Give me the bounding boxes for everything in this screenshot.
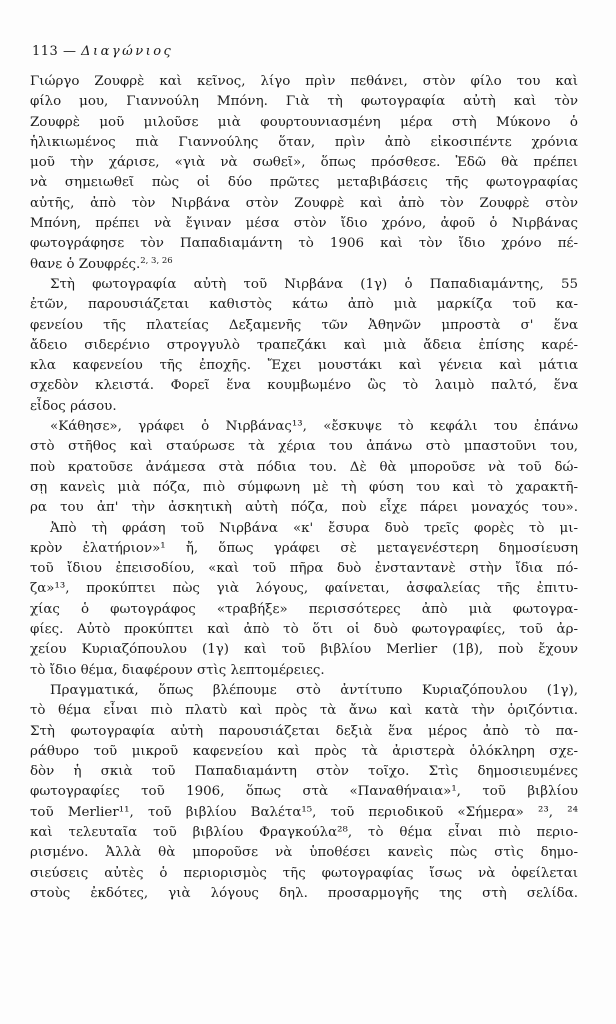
text-line: Στὴ φωτογραφία αὐτὴ τοῦ Νιρβάνα (1γ) ὁ Παπαδιαμάντης, 55 xyxy=(50,276,578,292)
text-line: ἐτῶν, παρουσιάζεται καθιστὸς κάτω ἀπὸ μιὰ μαρκίζα τοῦ κα- xyxy=(30,297,578,313)
running-head xyxy=(32,44,173,59)
running-head-separator: — xyxy=(58,44,82,59)
text-line: Στὴ φωτογραφία αὐτὴ παρουσιάζεται δεξιὰ ἕνα μέρος ἀπὸ τὸ πα- xyxy=(30,723,578,739)
text-line: καὶ τελευταῖα τοῦ βιβλίου Φραγκούλα²⁸, τὸ θέμα εἶναι πιὸ περιο- xyxy=(30,824,578,840)
text-line: φίες. Αὐτὸ προκύπτει καὶ ἀπὸ τὸ ὅτι οἱ δυὸ φωτογραφίες, τοῦ ἀρ- xyxy=(30,622,578,638)
text-line: φωτογράφησε τὸν Παπαδιαμάντη τὸ 1906 καὶ τὸν ἴδιο χρόνο πέ- xyxy=(30,236,578,252)
text-line: «Κάθησε», γράφει ὁ Νιρβάνας¹³, «ἔσκυψε τὸ κεφάλι του ἐπάνω xyxy=(50,419,578,435)
text-line: σιεύσεις αὐτὲς ὁ περιορισμὸς τῆς φωτογραφίας ἴσως νὰ ὀφείλεται xyxy=(30,865,578,881)
text-line: φίλο μου, Γιαννούλη Μπόνη. Γιὰ τὴ φωτογραφία αὐτὴ καὶ τὸν xyxy=(30,94,578,110)
text-line: ποὺ κρατοῦσε ἀνάμεσα στὰ πόδια του. Δὲ θὰ μποροῦσε νὰ τοῦ δώ- xyxy=(30,459,578,475)
text-line: σῃ κανεὶς μιὰ πόζα, πιὸ σύμφωνη μὲ τὴ φύση του καὶ τὸ χαρακτῆ- xyxy=(30,479,578,495)
text-line: χίας ὁ φωτογράφος «τραβήξε» περισσότερες ἀπὸ μιὰ φωτογρα- xyxy=(30,601,578,617)
text-line: αὐτῆς, ἀπὸ τὸν Νιρβάνα στὸν Ζουφρὲ καὶ ἀπὸ τὸν Ζουφρὲ στὸν xyxy=(30,195,578,211)
paragraph-4 xyxy=(30,519,578,681)
page-number: 113 xyxy=(32,44,59,59)
paragraph-1 xyxy=(30,72,578,275)
footnote-ref: 2, 3, 26 xyxy=(140,255,173,266)
text-line: ράθυρο τοῦ μικροῦ καφενείου καὶ πρὸς τὰ ἀριστερὰ ὁλόκληρη σχε- xyxy=(30,743,578,759)
text-line: ρα του ἀπ' τὴν ἀσκητικὴ αὐτὴ πόζα, ποὺ εἶχε πάρει μοναχός του». xyxy=(30,500,578,516)
running-head-title: Διαγώνιος xyxy=(81,44,174,59)
text-line: στὸ στῆθος καὶ σταύρωσε τὰ χέρια του ἀπάνω στὸ μπαστοῦνι του, xyxy=(30,439,578,455)
text-line: τοῦ ἴδιου ἐπεισοδίου, «καὶ τοῦ πῆρα δυὸ ἐνσταντανὲ στὴν ἴδια πό- xyxy=(30,561,578,577)
text-line-with-footnote xyxy=(30,255,578,275)
text-line: Γιώργο Ζουφρὲ καὶ κεῖνος, λίγο πρὶν πεθάνει, στὸν φίλο του καὶ xyxy=(30,74,578,89)
text-line: νὰ σημειωθεῖ πὼς οἱ δύο πρῶτες μεταβιβάσεις τῆς φωτογραφίας xyxy=(30,175,578,191)
paragraph-3 xyxy=(30,417,578,518)
text-line: δὸν ἡ σκιὰ τοῦ Παπαδιαμάντη στὸν τοῖχο. Στὶς δημοσιευμένες xyxy=(30,764,578,780)
text-line: ζα»¹³, προκύπτει πὼς γιὰ λόγους, φαίνεται, ἀσφαλείας τῆς ἐπιτυ- xyxy=(30,581,578,597)
text-line: Μπόνη, πρέπει νὰ ἔγιναν μέσα στὸν ἴδιο χρόνο, ἀφοῦ ὁ Νιρβάνας xyxy=(30,216,578,232)
text-line: τὸ ἴδιο θέμα, διαφέρουν στὶς λεπτομέρειες. xyxy=(30,662,325,678)
text-line: θανε ὁ Ζουφρές. xyxy=(30,256,141,272)
text-line: Ζουφρὲ μοῦ μιλοῦσε μιὰ φουρτουνιασμένη μέρα στὴ Μύκονο ὁ xyxy=(30,114,578,130)
text-line: μοῦ τὴν χάρισε, «γιὰ νὰ σωθεῖ», ὅπως πρόσθεσε. Ἐδῶ θὰ πρέπει xyxy=(30,155,578,171)
text-line: στοὺς ἐκδότες, γιὰ λόγους δηλ. προσαρμογῆς της στὴ σελίδα. xyxy=(30,885,578,901)
text-line: εἶδος ράσου. xyxy=(30,398,117,414)
text-line: Πραγματικά, ὅπως βλέπουμε στὸ ἀντίτυπο Κυριαζόπουλου (1γ), xyxy=(50,682,578,698)
paragraph-2 xyxy=(30,275,578,417)
text-line: χείου Κυριαζόπουλου (1γ) καὶ τοῦ βιβλίου Merlier (1β), ποὺ ἔχουν xyxy=(30,642,578,658)
text-line: φωτογραφίες τοῦ 1906, ὅπως στὰ «Παναθήναια»¹, τοῦ βιβλίου xyxy=(30,784,578,800)
paragraph-5 xyxy=(30,681,578,904)
text-line: Ἀπὸ τὴ φράση τοῦ Νιρβάνα «κ' ἔσυρα δυὸ τρεῖς φορὲς τὸ μι- xyxy=(50,520,578,536)
text-line: ἡλικιωμένος πιὰ Γιαννούλης ὅταν, πρὶν ἀπὸ εἰκοσιπέντε χρόνια xyxy=(30,134,578,150)
text-line: κλα καφενείου τῆς ἐποχῆς. Ἔχει μουστάκι καὶ γένεια καὶ μάτια xyxy=(30,358,578,374)
text-line: τοῦ Merlier¹¹, τοῦ βιβλίου Βαλέτα¹⁵, τοῦ περιοδικοῦ «Σήμερα» ²³, ²⁴ xyxy=(30,804,578,820)
text-line: φενείου τῆς πλατείας Δεξαμενῆς τῶν Ἀθηνῶν μπροστὰ σ' ἕνα xyxy=(30,317,578,333)
text-line: κρὸν ἐλατήριον»¹ ἤ, ὅπως γράφει σὲ μεταγενέστερη δημοσίευση xyxy=(30,540,578,556)
body-text xyxy=(30,72,578,904)
text-line: ρισμένο. Ἀλλὰ θὰ μποροῦσε νὰ ὑποθέσει κανεὶς πὼς στὶς δημο- xyxy=(30,845,578,861)
text-line: ἄδειο σιδερένιο στρογγυλὸ τραπεζάκι καὶ μιὰ ἄδεια ἐπίσης καρέ- xyxy=(30,337,578,353)
text-line: τὸ θέμα εἶναι πιὸ πλατὺ καὶ πρὸς τὰ ἄνω καὶ κατὰ τὴν ὁριζόντια. xyxy=(30,703,578,719)
text-line: σχεδὸν κλειστά. Φορεῖ ἕνα κουμβωμένο ὣς τὸ λαιμὸ παλτό, ἕνα xyxy=(30,378,578,394)
